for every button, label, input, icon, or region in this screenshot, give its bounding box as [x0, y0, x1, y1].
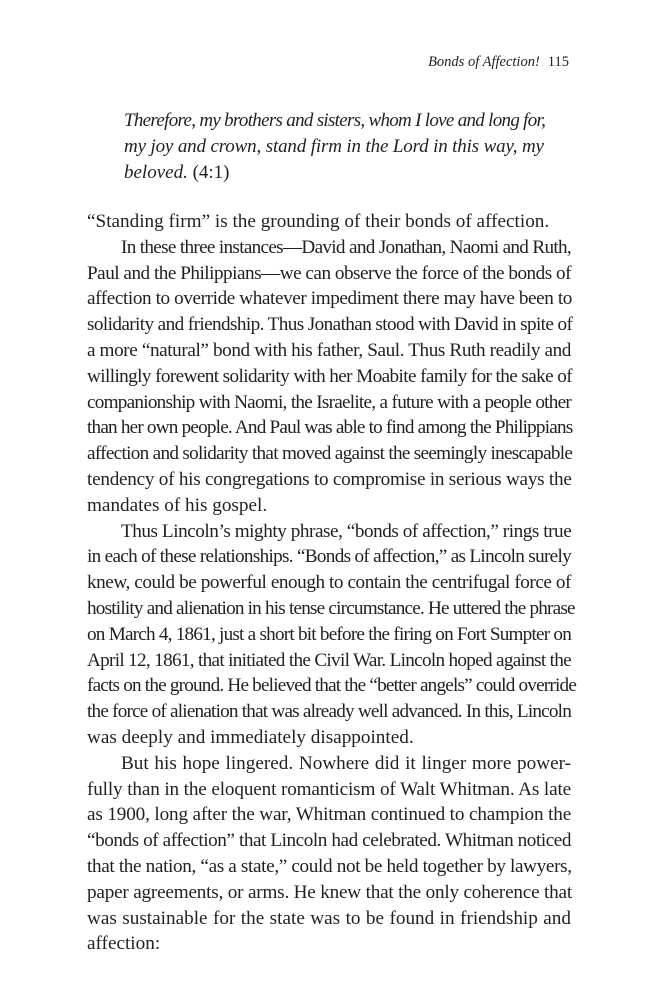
text-line: was deeply and immediately disappointed.: [87, 726, 414, 748]
text-line: on March 4, 1861, just a short bit before the firing on Fort Sumpter on: [87, 623, 571, 645]
quote-line: Therefore, my brothers and sisters, whom I love and long for,: [124, 110, 546, 131]
text-line: willingly forewent solidarity with her Moabite family for the sake of: [87, 365, 573, 387]
text-line: paper agreements, or arms. He knew that the only coherence that: [87, 881, 573, 903]
page-number: 115: [547, 54, 569, 70]
text-line: facts on the ground. He believed that the “better angels” could override: [87, 675, 577, 697]
text-line: a more “natural” bond with his father, Saul. Thus Ruth readily and: [87, 339, 571, 361]
text-line: solidarity and friendship. Thus Jonathan stood with David in spite of: [87, 314, 573, 336]
quote-reference: (4:1): [192, 162, 230, 183]
text-line: in each of these relationships. “Bonds of affection,” as Lincoln surely: [87, 546, 571, 568]
text-line: as 1900, long after the war, Whitman continued to champion the: [87, 804, 572, 826]
text-line: tendency of his congregations to compromise in serious ways the: [87, 468, 572, 490]
text-line: mandates of his gospel.: [87, 494, 268, 516]
quote-line-text: beloved.: [124, 162, 188, 183]
block-quote: [124, 108, 544, 186]
text-line: “bonds of affection” that Lincoln had celebrated. Whitman noticed: [87, 830, 571, 852]
text-line: affection and solidarity that moved against the seemingly inescapable: [87, 443, 573, 465]
text-line: affection:: [87, 933, 161, 955]
text-line: the force of alienation that was already well advanced. In this, Lincoln: [87, 701, 571, 723]
running-title: Bonds of Affection!: [428, 54, 540, 70]
text-line: fully than in the eloquent romanticism of Walt Whitman. As late: [87, 778, 571, 800]
text-line: knew, could be powerful enough to contain the centrifugal force of: [87, 572, 571, 594]
body-text: [87, 209, 577, 957]
text-line: In these three instances—David and Jonathan, Naomi and Ruth,: [121, 236, 571, 258]
quote-line: [124, 160, 544, 186]
text-line: Thus Lincoln’s mighty phrase, “bonds of affection,” rings true: [121, 520, 572, 542]
running-head: [428, 53, 569, 71]
text-line: But his hope lingered. Nowhere did it linger more power-: [121, 752, 571, 774]
text-line: “Standing firm” is the grounding of their bonds of affection.: [87, 211, 550, 232]
text-line: that the nation, “as a state,” could not be held together by lawyers,: [87, 855, 572, 877]
text-line: Paul and the Philippians—we can observe the force of the bonds of: [87, 262, 571, 284]
text-line: hostility and alienation in his tense circumstance. He uttered the phrase: [87, 597, 575, 619]
text-line: affection to override whatever impediment there may have been to: [87, 288, 572, 310]
quote-line: my joy and crown, stand firm in the Lord in this way, my: [124, 136, 544, 157]
text-line: companionship with Naomi, the Israelite, a future with a people other: [87, 391, 571, 413]
text-line: April 12, 1861, that initiated the Civil War. Lincoln hoped against the: [87, 649, 571, 671]
text-line: than her own people. And Paul was able to find among the Philippians: [87, 417, 573, 439]
text-line: was sustainable for the state was to be found in friendship and: [87, 907, 571, 929]
